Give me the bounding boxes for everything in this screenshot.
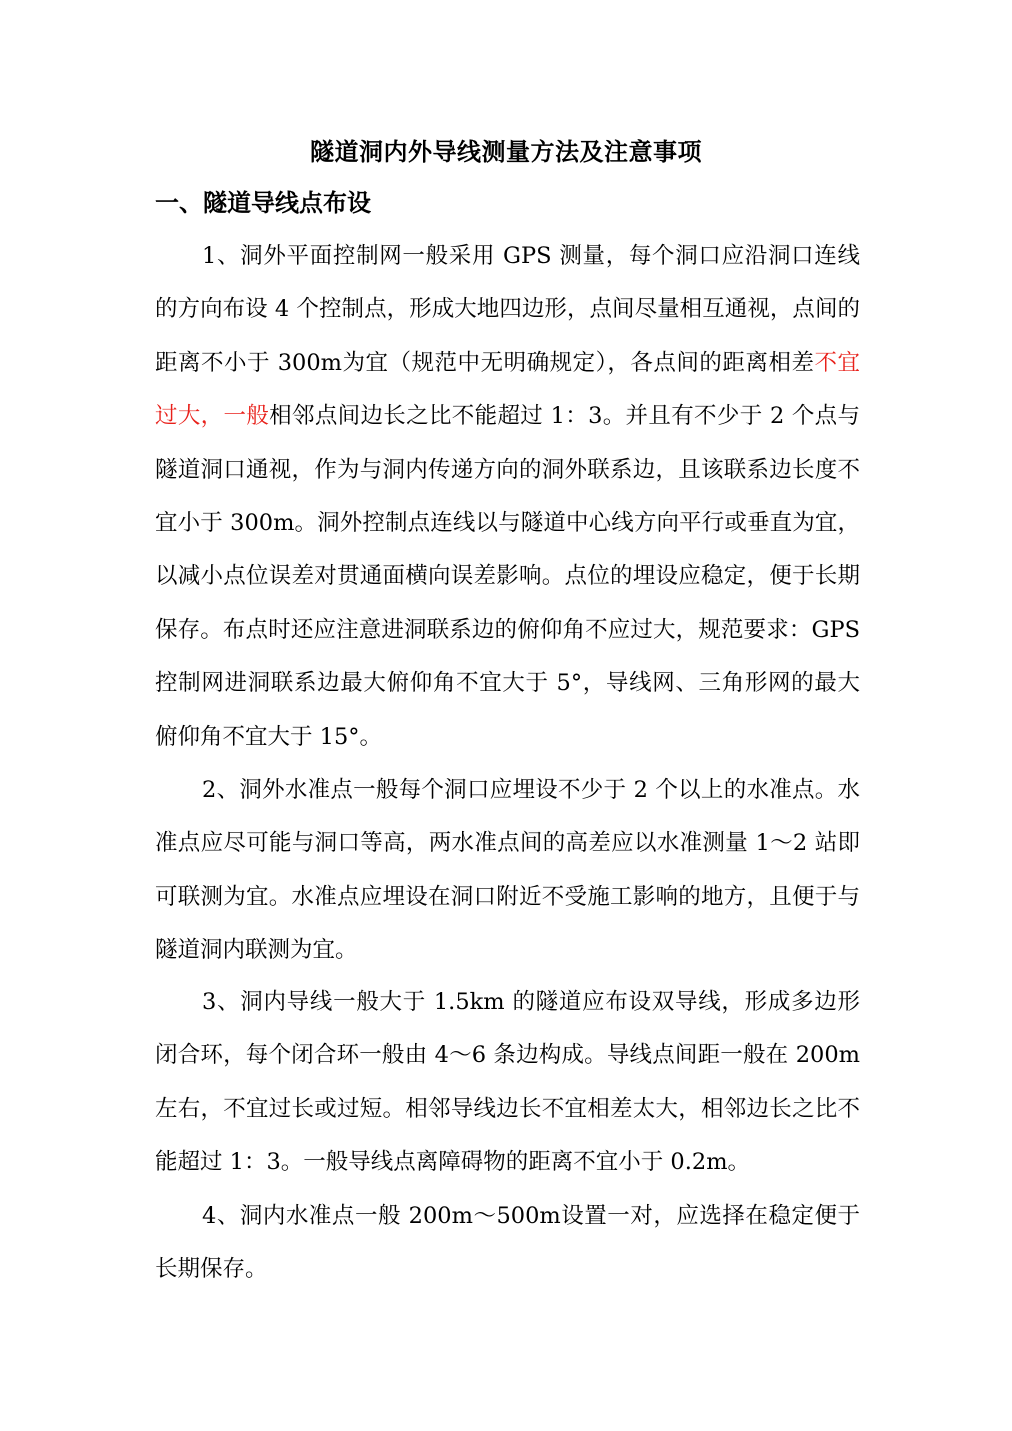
paragraph-2: 2、洞外水准点一般每个洞口应埋设不少于 2 个以上的水准点。水准点应尽可能与洞口等高，两水准点间的高差应以水准测量 1～2 站即可联测为宜。水准点应埋设在洞口附近不受施工影响的地方，且便于与隧道洞内联测为宜。 (155, 777, 860, 964)
paragraph-1-text-end: 相邻点间边长之比不能超过 1：3。并且有不少于 2 个点与隧道洞口通视，作为与洞内传递方向的洞外联系边，且该联系边长度不宜小于 300m。洞外控制点连线以与隧道中心线方向平行或垂直为宜，以减小点位误差对贯通面横向误差影响。点位的埋设应稳定，便于长期保存。布点时还应注意进洞联系边的俯仰角不应过大，规范要求：GPS 控制网进洞联系边最大俯仰角不宜大于 5°，导线网、三角形网的最大俯仰角不宜大于 15°。 (155, 403, 860, 750)
paragraph-3: 3、洞内导线一般大于 1.5km 的隧道应布设双导线，形成多边形闭合环，每个闭合环一般由 4～6 条边构成。导线点间距一般在 200m 左右，不宜过长或过短。相邻导线边长不宜相差太大，相邻边长之比不能超过 1：3。一般导线点离障碍物的距离不宜小于 0.2m。 (155, 989, 860, 1176)
highlighted-text: 不宜过大，一般 (155, 349, 860, 430)
paragraph-1-text-start: 1、洞外平面控制网一般采用 GPS 测量，每个洞口应沿洞口连线的方向布设 4 个控制点，形成大地四边形，点间尽量相互通视，点间的距离不小于 300m为宜（规范中无明确规定），各点间的距离相差 (155, 243, 860, 376)
section-heading: 一、隧道导线点布设 (155, 188, 371, 217)
paragraph-4: 4、洞内水准点一般 200m～500m设置一对，应选择在稳定便于长期保存。 (155, 1203, 860, 1283)
document-title: 隧道洞内外导线测量方法及注意事项 (310, 137, 702, 166)
paragraph-1 (155, 230, 860, 764)
